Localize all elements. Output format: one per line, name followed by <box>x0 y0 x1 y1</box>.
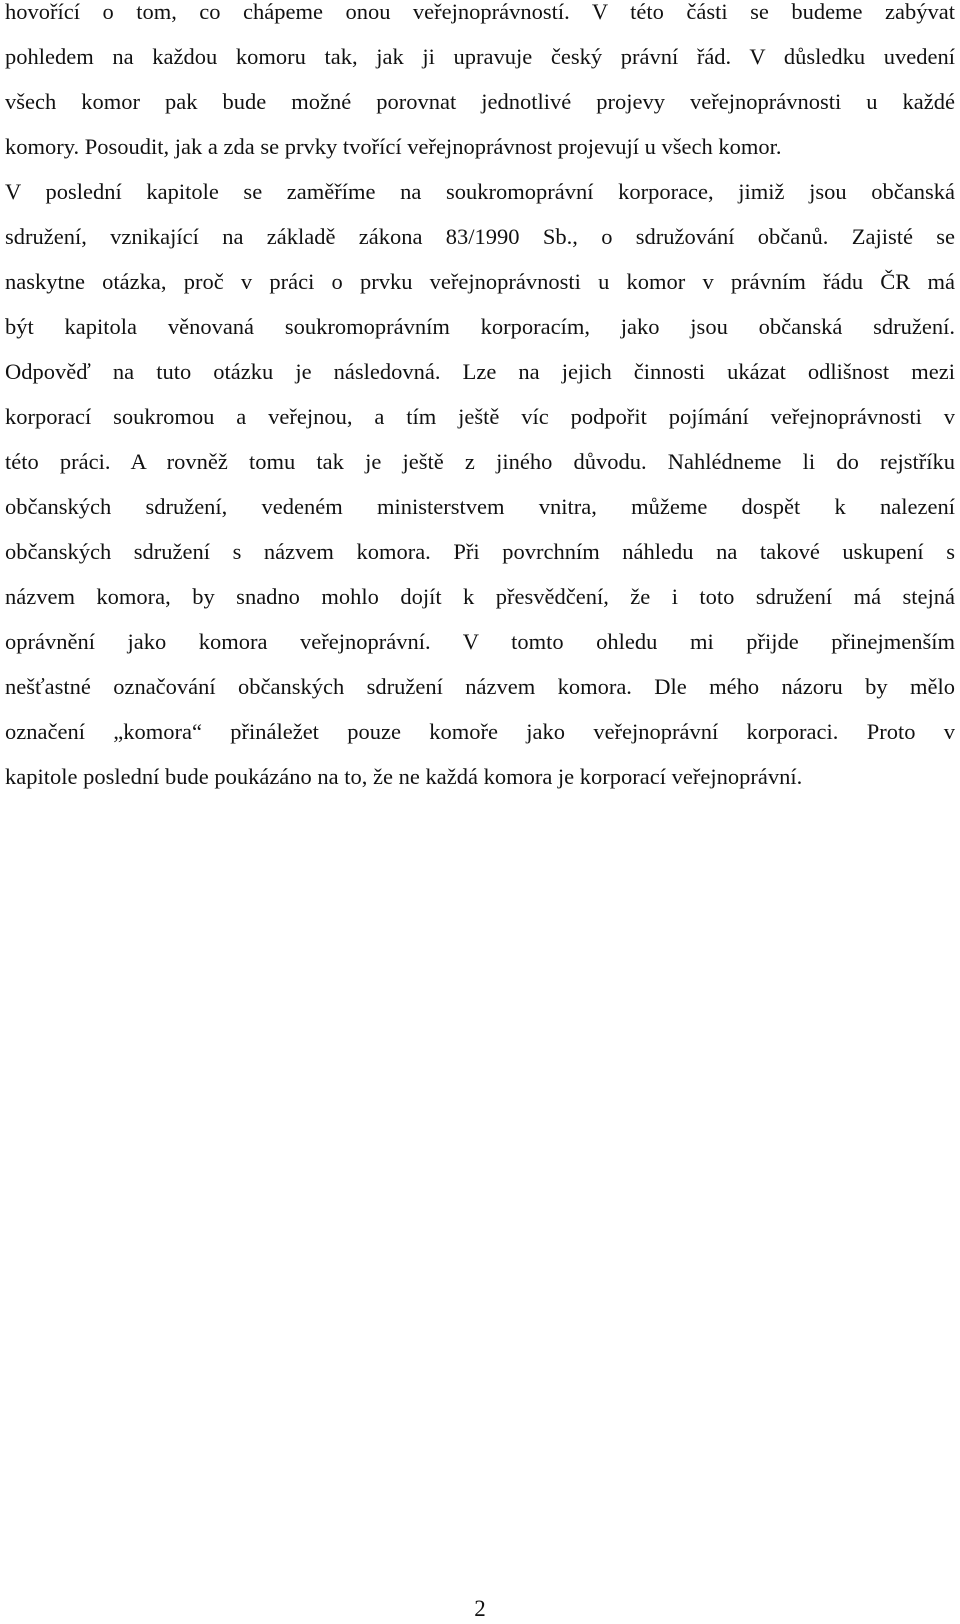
text-line: občanských sdružení, vedeném ministerstvem vnitra, můžeme dospět k nalezení <box>5 494 955 519</box>
text-line: korporací soukromou a veřejnou, a tím ještě víc podpořit pojímání veřejnoprávnosti v <box>5 404 955 429</box>
text-line: občanských sdružení s názvem komora. Při povrchním náhledu na takové uskupení s <box>5 539 955 564</box>
text-line: Odpověď na tuto otázku je následovná. Lze na jejich činnosti ukázat odlišnost mezi <box>5 359 955 384</box>
text-line: V poslední kapitole se zaměříme na soukromoprávní korporace, jimiž jsou občanská <box>5 179 955 204</box>
text-line: sdružení, vznikající na základě zákona 83/1990 Sb., o sdružování občanů. Zajisté se <box>5 224 955 249</box>
text-line: nešťastné označování občanských sdružení názvem komora. Dle mého názoru by mělo <box>5 674 955 699</box>
text-line: být kapitola věnovaná soukromoprávním korporacím, jako jsou občanská sdružení. <box>5 314 955 339</box>
text-line: hovořící o tom, co chápeme onou veřejnoprávností. V této části se budeme zabývat <box>5 0 955 24</box>
text-line: označení „komora“ přináležet pouze komoře jako veřejnoprávní korporaci. Proto v <box>5 719 955 744</box>
text-line: kapitole poslední bude poukázáno na to, že ne každá komora je korporací veřejnoprávní. <box>5 764 803 789</box>
text-line: názvem komora, by snadno mohlo dojít k přesvědčení, že i toto sdružení má stejná <box>5 584 955 609</box>
text-line: oprávnění jako komora veřejnoprávní. V tomto ohledu mi přijde přinejmenším <box>5 629 955 654</box>
text-line: naskytne otázka, proč v práci o prvku veřejnoprávnosti u komor v právním řádu ČR má <box>5 269 955 294</box>
text-line: pohledem na každou komoru tak, jak ji upravuje český právní řád. V důsledku uvedení <box>5 44 955 69</box>
page-number: 2 <box>474 1596 486 1621</box>
text-line: této práci. A rovněž tomu tak je ještě z jiného důvodu. Nahlédneme li do rejstříku <box>5 449 955 474</box>
text-line: všech komor pak bude možné porovnat jednotlivé projevy veřejnoprávnosti u každé <box>5 89 955 114</box>
text-line: komory. Posoudit, jak a zda se prvky tvořící veřejnoprávnost projevují u všech komor. <box>5 134 782 159</box>
